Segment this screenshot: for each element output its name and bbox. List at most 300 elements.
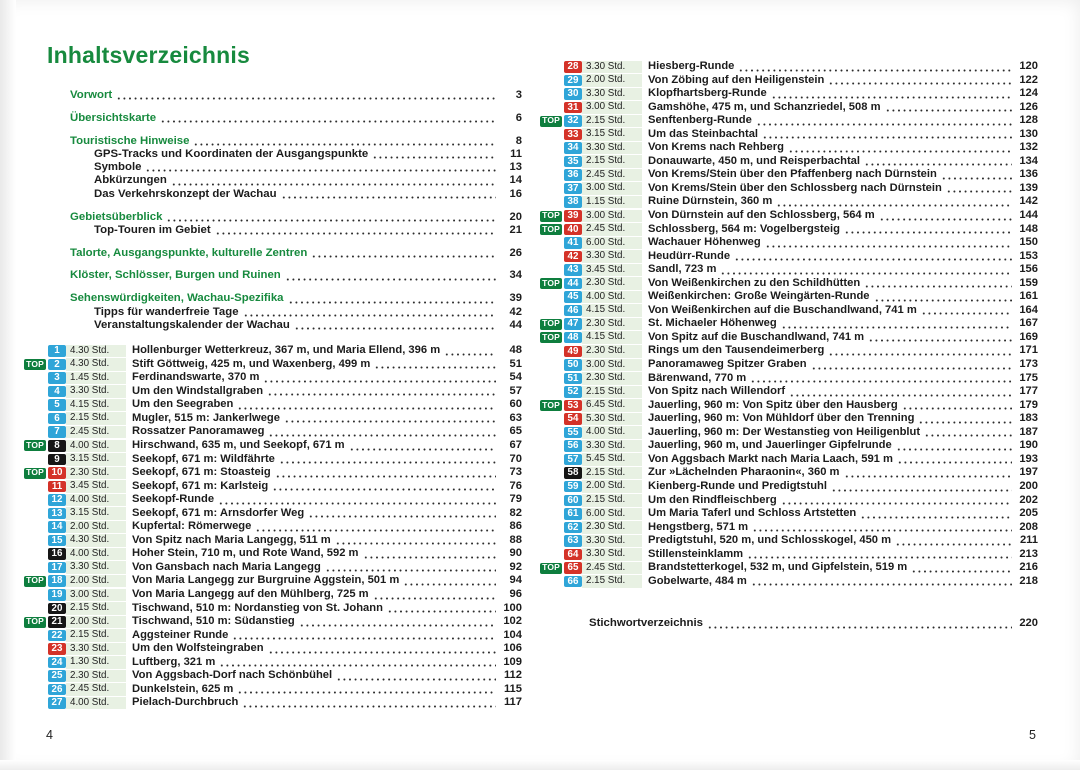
tour-duration: 3.00 Std.	[582, 359, 642, 372]
tour-number-box: 1	[48, 345, 66, 357]
tour-page-number: 167	[1019, 317, 1038, 330]
tour-number-box: 10	[48, 467, 66, 479]
tour-title: Seekopf, 671 m: Wildfährte	[132, 452, 275, 465]
dot-leader	[299, 615, 496, 629]
toc-entry-row	[70, 306, 522, 319]
tour-title: Jauerling, 960 m: Von Mühldorf über den Trenning	[648, 412, 915, 425]
tour-number-box: 35	[564, 156, 582, 168]
folio-left: 4	[46, 728, 53, 742]
tour-duration: 4.00 Std.	[66, 697, 126, 710]
tour-row	[22, 588, 522, 602]
toc-entry-row	[70, 188, 522, 201]
tour-title: Pielach-Durchbruch	[132, 696, 239, 709]
tour-page-number: 169	[1019, 330, 1038, 343]
dot-leader	[751, 575, 1012, 589]
tour-row	[538, 223, 1038, 237]
tour-title: Von Gansbach nach Maria Langegg	[132, 560, 321, 573]
top-badge: TOP	[26, 616, 44, 627]
dot-leader	[284, 412, 496, 426]
tour-duration: 3.45 Std.	[66, 480, 126, 493]
tour-duration: 2.45 Std.	[66, 683, 126, 696]
dot-leader	[874, 290, 1013, 304]
tour-page-number: 124	[1019, 87, 1038, 100]
tour-duration: 2.00 Std.	[66, 575, 126, 588]
tour-duration: 2.45 Std.	[582, 562, 642, 575]
toc-entry-row	[70, 292, 522, 305]
tour-title: Tischwand, 510 m: Nordanstieg von St. Johann	[132, 601, 383, 614]
tour-page-number: 122	[1019, 73, 1038, 86]
tour-duration: 2.30 Std.	[582, 318, 642, 331]
tour-number-box: 24	[48, 657, 66, 669]
dot-leader	[268, 642, 496, 656]
tour-page-number: 211	[1019, 534, 1038, 547]
toc-entry-row	[70, 174, 522, 187]
dot-leader	[762, 128, 1012, 142]
tour-number-box: 54	[564, 413, 582, 425]
tour-number-box: 32	[564, 115, 582, 127]
tour-number-box: 59	[564, 481, 582, 493]
tour-duration: 2.15 Std.	[66, 602, 126, 615]
top-badge: TOP	[542, 562, 560, 573]
tour-number-box: 16	[48, 548, 66, 560]
tour-page-number: 187	[1019, 425, 1038, 438]
tour-number-box: 39	[564, 210, 582, 222]
tour-row	[538, 209, 1038, 223]
tour-number-box: 28	[564, 61, 582, 73]
tour-row	[538, 101, 1038, 115]
tour-title: Seekopf, 671 m: Arnsdorfer Weg	[132, 506, 305, 519]
tour-page-number: 79	[509, 493, 522, 506]
tour-title: St. Michaeler Höhenweg	[648, 317, 777, 330]
tour-page-number: 117	[503, 696, 522, 709]
top-badge-slot	[22, 617, 46, 628]
tour-row	[538, 372, 1038, 386]
tour-title: Um Maria Taferl und Schloss Artstetten	[648, 507, 857, 520]
tour-row	[22, 385, 522, 399]
tour-duration: 2.15 Std.	[582, 386, 642, 399]
tour-row	[22, 629, 522, 643]
tour-row	[22, 371, 522, 385]
tour-duration: 1.45 Std.	[66, 372, 126, 385]
tour-number-box: 15	[48, 535, 66, 547]
tour-row	[538, 236, 1038, 250]
tour-duration: 4.00 Std.	[582, 291, 642, 304]
dot-leader	[738, 60, 1012, 74]
dot-leader	[116, 89, 496, 102]
tour-row	[538, 114, 1038, 128]
tour-duration: 1.30 Std.	[66, 656, 126, 669]
tour-number-box: 11	[48, 481, 66, 493]
tour-title: Von Weißenkirchen auf die Buschandlwand, 741 m	[648, 303, 917, 316]
tour-title: Seekopf, 671 m: Karlsteig	[132, 479, 269, 492]
tour-duration: 2.15 Std.	[582, 575, 642, 588]
toc-entry-page-number: 34	[509, 269, 522, 282]
dot-leader	[325, 561, 496, 575]
tour-row	[538, 385, 1038, 399]
toc-entry-row	[70, 135, 522, 148]
tour-duration: 2.30 Std.	[582, 521, 642, 534]
tour-number-box: 7	[48, 426, 66, 438]
tour-duration: 6.45 Std.	[582, 399, 642, 412]
toc-entry-label: Talorte, Ausgangspunkte, kulturelle Zentren	[70, 246, 308, 259]
dot-leader	[335, 534, 496, 548]
tour-title: Jauerling, 960 m, und Jauerlinger Gipfelrunde	[648, 439, 892, 452]
tour-page-number: 86	[509, 520, 522, 533]
tour-title: Brandstetterkogel, 532 m, und Gipfelstein, 519 m	[648, 561, 908, 574]
top-badge-slot	[22, 576, 46, 587]
dot-leader	[336, 669, 496, 683]
tour-title: Hiesberg-Runde	[648, 60, 735, 72]
tour-row	[22, 602, 522, 616]
dot-leader	[911, 561, 1012, 575]
tour-title: Von Weißenkirchen zu den Schildhütten	[648, 276, 861, 289]
tour-duration: 4.15 Std.	[66, 399, 126, 412]
dot-leader	[896, 439, 1012, 453]
top-badge-slot	[538, 278, 562, 289]
toc-entry-label: Symbole	[94, 161, 142, 174]
tour-duration: 2.15 Std.	[66, 412, 126, 425]
tour-row	[538, 548, 1038, 562]
tour-duration: 3.00 Std.	[582, 182, 642, 195]
tour-duration: 3.15 Std.	[582, 128, 642, 141]
tour-row	[538, 250, 1038, 264]
tour-page-number: 51	[509, 357, 522, 370]
tour-duration: 3.30 Std.	[582, 535, 642, 548]
tour-row	[538, 128, 1038, 142]
page-title: Inhaltsverzeichnis	[47, 42, 251, 68]
tour-page-number: 218	[1019, 574, 1038, 587]
tour-duration: 4.00 Std.	[66, 494, 126, 507]
toc-entry-row	[70, 247, 522, 260]
tour-duration: 6.00 Std.	[582, 237, 642, 250]
tour-number-box: 58	[564, 467, 582, 479]
tour-number-box: 18	[48, 575, 66, 587]
tour-page-number: 202	[1019, 493, 1038, 506]
dot-leader	[868, 331, 1012, 345]
top-badge: TOP	[542, 331, 560, 342]
toc-entry-label: GPS-Tracks und Koordinaten der Ausgangspunkte	[94, 147, 369, 160]
dot-leader	[237, 683, 496, 697]
tour-page-number: 179	[1019, 398, 1038, 411]
tour-duration: 2.00 Std.	[582, 480, 642, 493]
tour-row	[538, 317, 1038, 331]
top-badge-slot	[538, 563, 562, 574]
tour-duration: 3.30 Std.	[66, 561, 126, 574]
tour-title: Senftenberg-Runde	[648, 114, 752, 127]
tour-duration: 3.15 Std.	[66, 453, 126, 466]
tour-row	[22, 493, 522, 507]
tour-duration: 5.30 Std.	[582, 413, 642, 426]
tour-row	[22, 615, 522, 629]
toc-entry-row	[70, 224, 522, 237]
toc-entry-label: Vorwort	[70, 89, 113, 101]
tour-number-box: 22	[48, 630, 66, 642]
dot-leader	[215, 224, 496, 237]
tour-list-right	[538, 60, 1038, 588]
tour-row	[538, 494, 1038, 508]
tour-duration: 4.15 Std.	[582, 304, 642, 317]
tour-page-number: 94	[509, 574, 522, 587]
front-matter-list	[70, 89, 522, 332]
tour-row	[22, 656, 522, 670]
tour-duration: 2.30 Std.	[582, 277, 642, 290]
tour-row	[22, 642, 522, 656]
tour-number-box: 33	[564, 129, 582, 141]
tour-row	[538, 182, 1038, 196]
toc-entry-label: Übersichtskarte	[70, 111, 157, 124]
toc-entry-page-number: 21	[509, 223, 522, 236]
tour-row	[538, 426, 1038, 440]
dot-leader	[781, 494, 1012, 508]
dot-leader	[243, 306, 496, 319]
toc-entry-label: Veranstaltungskalender der Wachau	[94, 318, 290, 331]
tour-row	[22, 507, 522, 521]
tour-number-box: 5	[48, 399, 66, 411]
dot-leader	[219, 656, 496, 670]
dot-leader	[946, 182, 1012, 196]
dot-leader	[811, 358, 1012, 372]
tour-duration: 3.15 Std.	[66, 507, 126, 520]
tour-number-box: 4	[48, 386, 66, 398]
dot-leader	[707, 617, 1012, 631]
toc-entry-row	[70, 319, 522, 332]
tour-number-box: 56	[564, 440, 582, 452]
dot-leader	[242, 696, 496, 710]
tour-page-number: 148	[1019, 222, 1038, 235]
tour-title: Aggsteiner Runde	[132, 628, 229, 641]
tour-number-box: 48	[564, 332, 582, 344]
top-badge: TOP	[542, 210, 560, 221]
dot-leader	[765, 236, 1012, 250]
top-badge: TOP	[542, 223, 560, 234]
tour-title: Hoher Stein, 710 m, und Rote Wand, 592 m	[132, 547, 359, 560]
tour-row	[538, 60, 1038, 74]
tour-page-number: 102	[503, 615, 522, 628]
tour-duration: 3.30 Std.	[582, 440, 642, 453]
tour-title: Gamshöhe, 475 m, und Schanzriedel, 508 m	[648, 100, 881, 113]
dot-leader	[363, 547, 497, 561]
dot-leader	[237, 398, 496, 412]
dot-leader	[218, 493, 496, 507]
tour-row	[538, 331, 1038, 345]
tour-duration: 4.30 Std.	[66, 534, 126, 547]
tour-page-number: 63	[509, 411, 522, 424]
tour-title: Zur »Lächelnden Pharaonin«, 360 m	[648, 466, 840, 479]
top-badge: TOP	[26, 467, 44, 478]
tour-title: Heudürr-Runde	[648, 249, 731, 262]
dot-leader	[924, 426, 1012, 440]
dot-leader	[263, 371, 496, 385]
tour-page-number: 104	[503, 628, 522, 641]
dot-leader	[232, 629, 496, 643]
tour-title: Stift Göttweig, 425 m, und Waxenberg, 499 m	[132, 357, 371, 370]
toc-entry-label: Touristische Hinweise	[70, 134, 190, 147]
tour-title: Ferdinandswarte, 370 m	[132, 371, 260, 384]
tour-number-box: 21	[48, 616, 66, 628]
tour-page-number: 142	[1019, 195, 1038, 208]
dot-leader	[864, 155, 1012, 169]
tour-number-box: 36	[564, 169, 582, 181]
tour-row	[538, 87, 1038, 101]
tour-row	[538, 141, 1038, 155]
tour-title: Von Maria Langegg auf den Mühlberg, 725 m	[132, 588, 369, 600]
top-badge-slot	[22, 440, 46, 451]
tour-row	[538, 304, 1038, 318]
tour-row	[22, 574, 522, 588]
tour-duration: 6.00 Std.	[582, 508, 642, 521]
tour-row	[538, 453, 1038, 467]
top-badge: TOP	[26, 439, 44, 450]
tour-title: Von Krems/Stein über den Schlossberg nach Dürnstein	[648, 181, 942, 194]
dot-leader	[285, 269, 496, 282]
tour-duration: 2.45 Std.	[66, 426, 126, 439]
tour-title: Von Dürnstein auf den Schlossberg, 564 m	[648, 209, 875, 222]
tour-page-number: 60	[509, 398, 522, 411]
tour-title: Bärenwand, 770 m	[648, 371, 747, 384]
tour-number-box: 64	[564, 549, 582, 561]
tour-number-box: 40	[564, 224, 582, 236]
tour-row	[22, 344, 522, 358]
tour-duration: 3.00 Std.	[66, 589, 126, 602]
tour-duration: 3.30 Std.	[582, 250, 642, 263]
tour-row	[22, 696, 522, 710]
dot-leader	[372, 148, 496, 161]
tour-page-number: 200	[1019, 479, 1038, 492]
tour-duration: 3.45 Std.	[582, 264, 642, 277]
tour-number-box: 62	[564, 522, 582, 534]
tour-number-box: 3	[48, 372, 66, 384]
tour-page-number: 76	[509, 479, 522, 492]
toc-entry-page-number: 8	[515, 134, 522, 147]
tour-page-number: 150	[1019, 236, 1038, 249]
dot-leader	[349, 439, 496, 453]
tour-duration: 3.30 Std.	[582, 142, 642, 155]
tour-page-number: 156	[1019, 263, 1038, 276]
tour-duration: 2.15 Std.	[582, 467, 642, 480]
tour-duration: 2.30 Std.	[582, 372, 642, 385]
dot-leader	[895, 534, 1012, 548]
tour-number-box: 57	[564, 454, 582, 466]
dot-leader	[145, 161, 496, 174]
top-badge-slot	[538, 319, 562, 330]
tour-row	[538, 466, 1038, 480]
tour-page-number: 193	[1019, 452, 1038, 465]
tour-title: Panoramaweg Spitzer Graben	[648, 358, 807, 371]
tour-title: Von Spitz auf die Buschandlwand, 741 m	[648, 330, 865, 343]
tour-row	[538, 561, 1038, 575]
dot-leader	[860, 507, 1012, 521]
dot-leader	[885, 101, 1012, 115]
tour-title: Rings um den Tausendeimerberg	[648, 344, 825, 357]
tour-title: Von Krems/Stein über den Pfaffenberg nach Dürnstein	[648, 168, 937, 181]
page-edge-bottom	[0, 760, 1080, 770]
tour-duration: 3.00 Std.	[582, 210, 642, 223]
top-badge: TOP	[542, 399, 560, 410]
top-badge-slot	[22, 468, 46, 479]
tour-number-box: 2	[48, 359, 66, 371]
tour-duration: 2.45 Std.	[582, 223, 642, 236]
tour-duration: 3.30 Std.	[582, 548, 642, 561]
tour-title: Von Spitz nach Maria Langegg, 511 m	[132, 533, 331, 546]
toc-entry-page-number: 42	[509, 305, 522, 318]
top-badge-slot	[538, 224, 562, 235]
tour-duration: 2.15 Std.	[582, 115, 642, 128]
tour-duration: 1.15 Std.	[582, 196, 642, 209]
tour-number-box: 51	[564, 373, 582, 385]
tour-number-box: 9	[48, 454, 66, 466]
tour-row	[22, 425, 522, 439]
tour-number-box: 43	[564, 264, 582, 276]
toc-entry-row	[70, 211, 522, 224]
tour-title: Von Spitz nach Willendorf	[648, 385, 786, 398]
tour-number-box: 60	[564, 495, 582, 507]
tour-title: Weißenkirchen: Große Weingärten-Runde	[648, 290, 870, 303]
dot-leader	[734, 250, 1012, 264]
tour-number-box: 45	[564, 291, 582, 303]
tour-page-number: 213	[1019, 547, 1038, 560]
tour-page-number: 70	[509, 452, 522, 465]
top-badge-slot	[538, 400, 562, 411]
tour-title: Um den Windstallgraben	[132, 384, 264, 397]
toc-entry-page-number: 26	[509, 246, 522, 259]
tour-title: Hirschwand, 635 m, und Seekopf, 671 m	[132, 438, 345, 451]
tour-duration: 2.15 Std.	[582, 494, 642, 507]
tour-title: Um den Seegraben	[132, 398, 234, 411]
dot-leader	[281, 188, 496, 201]
tour-page-number: 159	[1019, 276, 1038, 289]
dot-leader	[294, 319, 496, 332]
tour-row	[22, 453, 522, 467]
tour-title: Um den Wolfsteingraben	[132, 642, 264, 655]
tour-number-box: 52	[564, 386, 582, 398]
dot-leader	[403, 574, 496, 588]
dot-leader	[756, 114, 1012, 128]
tour-page-number: 57	[509, 384, 522, 397]
tour-number-box: 55	[564, 427, 582, 439]
toc-entry-label: Top-Touren im Gebiet	[94, 223, 211, 236]
tour-number-box: 17	[48, 562, 66, 574]
tour-duration: 2.45 Std.	[582, 169, 642, 182]
tour-page-number: 115	[503, 682, 522, 695]
tour-duration: 4.00 Std.	[582, 426, 642, 439]
dot-leader	[267, 385, 496, 399]
index-label: Stichwortverzeichnis	[589, 617, 703, 630]
tour-page-number: 100	[503, 601, 522, 614]
dot-leader	[771, 87, 1012, 101]
toc-entry-page-number: 11	[510, 147, 522, 160]
dot-leader	[444, 344, 496, 358]
dot-leader	[864, 277, 1012, 291]
tour-page-number: 54	[509, 371, 522, 384]
tour-row	[538, 575, 1038, 589]
dot-leader	[373, 588, 496, 602]
tour-page-number: 197	[1019, 466, 1038, 479]
index-entry	[589, 617, 1038, 631]
tour-title: Predigtstuhl, 520 m, und Schlosskogel, 450 m	[648, 534, 892, 547]
dot-leader	[897, 453, 1012, 467]
tour-title: Dunkelstein, 625 m	[132, 682, 234, 695]
tour-title: Rossatzer Panoramaweg	[132, 425, 265, 438]
tour-page-number: 128	[1019, 114, 1038, 127]
tour-number-box: 20	[48, 603, 66, 615]
tour-row	[538, 74, 1038, 88]
toc-entry-label: Tipps für wanderfreie Tage	[94, 305, 239, 318]
tour-duration: 2.00 Std.	[582, 74, 642, 87]
toc-entry-label: Gebietsüberblick	[70, 210, 163, 223]
tour-number-box: 26	[48, 684, 66, 696]
dot-leader	[918, 412, 1012, 426]
tour-title: Schlossberg, 564 m: Vogelbergsteig	[648, 222, 840, 235]
